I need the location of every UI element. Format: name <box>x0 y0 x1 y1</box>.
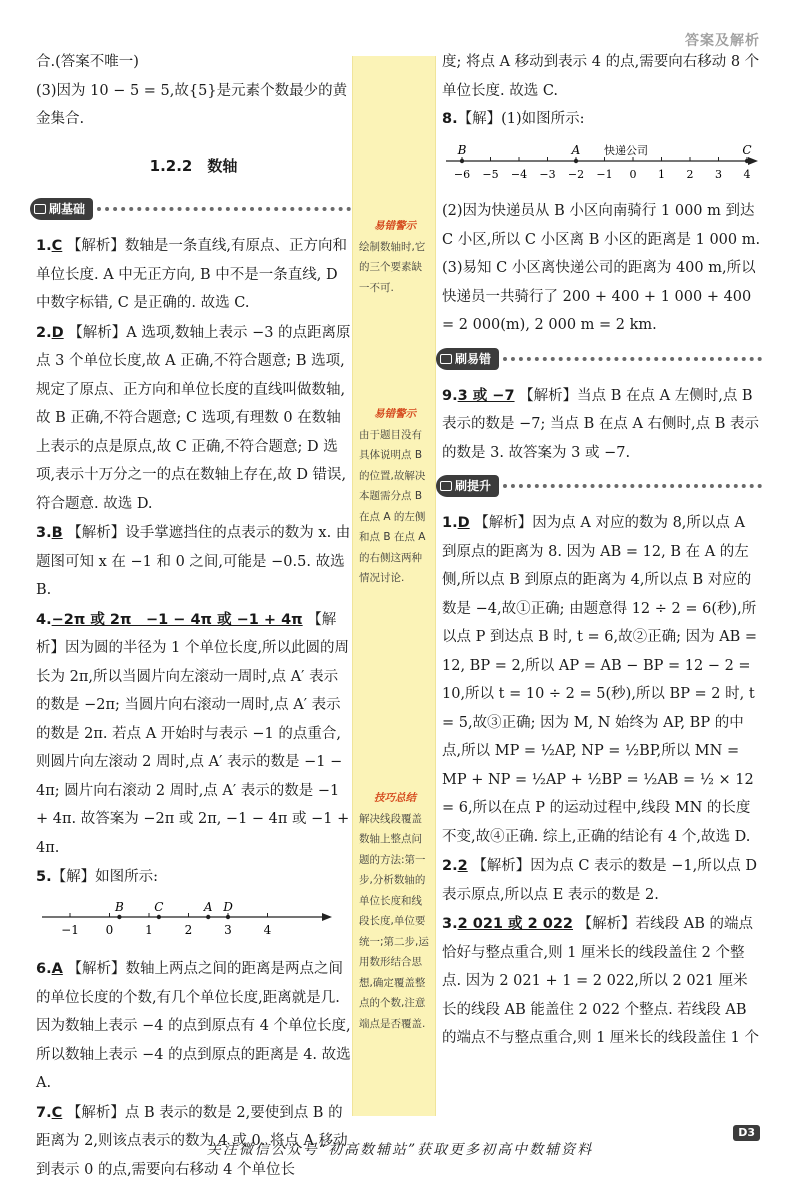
book-icon <box>440 481 452 491</box>
point-label: A <box>203 899 213 914</box>
point-label: B <box>457 142 467 157</box>
tick-label: 4 <box>743 167 751 181</box>
question-6: 6.A 【解析】数轴上两点之间的距离是两点之间的单位长度的个数,有几个单位长度,距离就是几. 因为数轴上表示 −4 的点到原点有 4 个单位长度,所以数轴上表示 −4 的点到原点的距离是 4. 故选 A. <box>36 961 351 1091</box>
dotted-divider <box>503 357 762 361</box>
number-line-q5 <box>36 897 336 941</box>
tick-label: 1 <box>658 167 665 181</box>
footer-note: 关注微信公众号“初高数辅站”获取更多初高中数辅资料 <box>206 1142 594 1158</box>
question-5: 5.【解】如图所示: <box>36 869 158 885</box>
answer: D <box>457 515 470 531</box>
dotted-divider <box>97 207 351 211</box>
continued-text: 度; 将点 A 移动到表示 4 的点,需要向右移动 8 个单位长度. 故选 C. <box>442 54 760 99</box>
explanation: 【解】(1)如图所示: <box>457 111 585 127</box>
explanation: 【解析】因为点 C 表示的数是 −1,所以点 D 表示原点,所以点 E 表示的数是 2. <box>442 858 757 903</box>
tick-label: 2 <box>686 167 694 181</box>
axis-arrow <box>748 157 758 165</box>
axis-arrow <box>322 913 332 921</box>
continued-text: (3)因为 10 − 5 = 5,故{5}是元素个数最少的黄金集合. <box>36 82 348 127</box>
point-marker <box>745 158 749 162</box>
tick-label: −6 <box>453 167 471 181</box>
point-label: C <box>742 142 752 157</box>
improve-question-1: 1.D 【解析】因为点 A 对应的数为 8,所以点 A 到原点的距离为 8. 因为 AB = 12, B 在 A 的左侧,所以点 B 到原点的距离为 4,所以点 B 对应的数是 −4,故①正确; 由题意得 12 ÷ 2 = 6(秒),所以点 P 到达点 B 时, t = 6,故②正确; 因为 AB = 12, BP = 2,所以 AP = AB − BP = 12 − 2 = 10,所以 t = 10 ÷ 2 = 5(秒),所以 BP = 2 时, t = 5,故③正确; 因为 M, N 始终为 AP, BP 的中点,所以 MP = ½AP, NP = ½BP,所以 MN = MP + NP = ½AP + ½BP = ½AB = ½ × 12 = 6,所以在点 P 的运动过程中,线段 MN 的长度不变,故④正确. 综上,正确的结论有 4 个,故选 D. <box>442 515 758 845</box>
tick-label: 0 <box>105 922 114 937</box>
tick-label: −3 <box>539 167 556 181</box>
point-marker <box>157 914 161 918</box>
book-icon <box>34 204 46 214</box>
answer-part-3: (3)易知 C 小区离快递公司的距离为 400 m,所以快递员一共骑行了 200 + 400 + 1 000 + 400 = 2 000(m), 2 000 m = 2 km. <box>442 260 756 333</box>
tick-label: −4 <box>510 167 528 181</box>
right-column <box>442 48 762 1054</box>
tick-label: 4 <box>263 922 272 937</box>
side-note-mistake-1 <box>359 216 431 298</box>
side-note-tip <box>359 788 431 1034</box>
section-title: 1.2.2 数轴 <box>149 156 238 175</box>
question-4: 4.−2π 或 2π −1 − 4π 或 −1 + 4π 【解析】因为圆的半径为 1 个单位长度,所以此圆的周长为 2π,所以当圆片向左滚动一周时,点 A′ 表示的数是 −2π; 当圆片向右滚动一周时,点 A′ 表示的数是 2π. 若点 A 开始时与表示 −1 的点重合,则圆片向左滚动 2 周时,点 A′ 表示的数是 −1 − 4π; 圆片向右滚动 2 周时,点 A′ 表示的数是 −1 + 4π. 故答案为 −2π 或 2π, −1 − 4π 或 −1 + 4π. <box>36 611 350 856</box>
continued-text: 合.(答案不唯一) <box>36 54 139 70</box>
header-section-tag: 答案及解析 <box>685 33 760 49</box>
tick-label: 2 <box>184 922 193 937</box>
question-7: 7.C 【解析】点 B 表示的数是 2,要使到点 B 的距离为 2,则该点表示的数为 4 或 0. 将点 A 移动到表示 0 的点,需要向右移动 4 个单位长 <box>36 1104 348 1178</box>
side-note-text: 由于题目没有具体说明点 B 的位置,故解决本题需分点 B 在点 A 的左侧和点 B 在点 A 的右侧这两种情况讨论. <box>359 428 426 584</box>
side-note-title: 易错警示 <box>374 220 416 232</box>
explanation: 【解析】若线段 AB 的端点恰好与整点重合,则 1 厘米长的线段盖住 2 个整点. 因为 2 021 + 1 = 2 022,所以 2 021 厘米长的线段 AB 能盖住 2 022 个整点. 若线段 AB 的端点不与整点重合,则 1 厘米长的线段盖住 1 个 <box>442 916 759 1046</box>
question-3: 3.B 【解析】设手掌遮挡住的点表示的数为 x. 由题图可知 x 在 −1 和 0 之间,可能是 −0.5. 故选 B. <box>36 525 351 598</box>
point-marker <box>574 158 578 162</box>
explanation: 【解析】A 选项,数轴上表示 −3 的点距离原点 3 个单位长度,故 A 正确,不符合题意; B 选项,规定了原点、正方向和单位长度的直线叫做数轴,故 B 正确,不符合题意; C 选项,有理数 0 在数轴上表示的点是原点,故 C 正确,不符合题意; D 选项,表示十万分之一的点在数轴上存在,故 D 错误,符合题意. 故选 D. <box>36 324 351 512</box>
side-note-title: 易错警示 <box>374 408 416 420</box>
answer: B <box>51 525 63 541</box>
explanation: 【解析】因为圆的半径为 1 个单位长度,所以此圆的周长为 2π,所以当圆片向左滚动一周时,点 A′ 表示的数是 −2π; 当圆片向右滚动一周时,点 A′ 表示的数是 2π. 若点 A 开始时与表示 −1 的点重合,则圆片向左滚动 2 周时,点 A′ 表示的数是 −1 − 4π; 圆片向右滚动 2 周时,点 A′ 表示的数是 −1 + 4π. 故答案为 −2π 或 2π, −1 − 4π 或 −1 + 4π. <box>36 611 350 856</box>
answer: 2 021 或 2 022 <box>457 916 574 932</box>
point-label: A <box>571 142 581 157</box>
improve-question-3: 3.2 021 或 2 022 【解析】若线段 AB 的端点恰好与整点重合,则 1 厘米长的线段盖住 2 个整点. 因为 2 021 + 1 = 2 022,所以 2 021 厘米长的线段 AB 能盖住 2 022 个整点. 若线段 AB 的端点不与整点重合,则 1 厘米长的线段盖住 1 个 <box>442 916 759 1046</box>
book-icon <box>440 354 452 364</box>
side-note-text: 解决线段覆盖数轴上整点问题的方法:第一步,分析数轴的单位长度和线段长度,单位要统一;第二步,运用数形结合思想,确定覆盖整点的个数,注意端点是否覆盖. <box>359 812 429 1030</box>
tick-label: 3 <box>715 167 722 181</box>
badge: 刷基础 <box>30 198 93 220</box>
tick-label: −1 <box>596 167 613 181</box>
question-8: 8.【解】(1)如图所示: <box>442 111 585 127</box>
question-1: 1.C 【解析】数轴是一条直线,有原点、正方向和单位长度. A 中无正方向, B 中不是一条直线, D 中数字标错, C 是正确的. 故选 C. <box>36 238 347 311</box>
dotted-divider <box>503 484 762 488</box>
banner-basic <box>30 196 351 222</box>
point-marker <box>226 914 230 918</box>
improve-question-2: 2.2 【解析】因为点 C 表示的数是 −1,所以点 D 表示原点,所以点 E 表示的数是 2. <box>442 858 757 903</box>
explanation: 【解析】设手掌遮挡住的点表示的数为 x. 由题图可知 x 在 −1 和 0 之间,可能是 −0.5. 故选 B. <box>36 525 351 598</box>
side-note-title: 技巧总结 <box>374 792 416 804</box>
explanation: 【解析】因为点 A 对应的数为 8,所以点 A 到原点的距离为 8. 因为 AB = 12, B 在 A 的左侧,所以点 B 到原点的距离为 4,所以点 B 对应的数是 −4,故①正确; 由题意得 12 ÷ 2 = 6(秒),所以点 P 到达点 B 时, t = 6,故②正确; 因为 AB = 12, BP = 2,所以 AP = AB − BP = 12 − 2 = 10,所以 t = 10 ÷ 2 = 5(秒),所以 BP = 2 时, t = 5,故③正确; 因为 M, N 始终为 AP, BP 的中点,所以 MP = ½AP, NP = ½BP,所以 MN = MP + NP = ½AP + ½BP = ½AB = ½ × 12 = 6,所以在点 P 的运动过程中,线段 MN 的长度不变,故④正确. 综上,正确的结论有 4 个,故选 D. <box>442 515 758 845</box>
answer: C <box>51 1104 63 1121</box>
tick-label: 3 <box>224 922 232 937</box>
explanation: 【解析】当点 B 在点 A 左侧时,点 B 表示的数是 −7; 当点 B 在点 A 右侧时,点 B 表示的数是 3. 故答案为 3 或 −7. <box>442 387 760 461</box>
tick-label: −5 <box>482 167 499 181</box>
badge: 刷提升 <box>436 475 499 497</box>
tick-label: 0 <box>629 167 637 181</box>
point-label: 快递公司 <box>604 143 648 157</box>
point-marker <box>117 914 121 918</box>
point-marker <box>206 914 210 918</box>
point-label: D <box>223 899 233 914</box>
tick-label: −1 <box>61 922 79 937</box>
page-number: D3 <box>733 1125 760 1141</box>
point-marker <box>460 158 464 162</box>
question-2: 2.D 【解析】A 选项,数轴上表示 −3 的点距离原点 3 个单位长度,故 A 正确,不符合题意; B 选项,规定了原点、正方向和单位长度的直线叫做数轴,故 B 正确,不符合题意; C 选项,有理数 0 在数轴上表示的点是原点,故 C 正确,不符合题意; D 选项,表示十万分之一的点在数轴上存在,故 D 错误,符合题意. 故选 D. <box>36 324 351 512</box>
explanation: 【解析】数轴是一条直线,有原点、正方向和单位长度. A 中无正方向, B 中不是一条直线, D 中数字标错, C 是正确的. 故选 C. <box>36 238 347 311</box>
answer: D <box>51 324 64 341</box>
point-label: C <box>154 899 164 914</box>
banner-improve <box>436 473 762 499</box>
side-note-mistake-2 <box>359 404 431 589</box>
side-note-text: 绘制数轴时,它的三个要素缺一不可. <box>359 240 426 294</box>
banner-mistake <box>436 346 762 372</box>
explanation: 【解析】数轴上两点之间的距离是两点之间的单位长度的个数,有几个单位长度,距离就是几. 因为数轴上表示 −4 的点到原点有 4 个单位长度,所以数轴上表示 −4 的点到原点的距离是 4. 故选 A. <box>36 961 351 1091</box>
side-annotation-strip <box>352 56 436 1116</box>
tick-label: 1 <box>145 922 153 937</box>
question-9: 9.3 或 −7 【解析】当点 B 在点 A 左侧时,点 B 表示的数是 −7; 当点 B 在点 A 右侧时,点 B 表示的数是 3. 故答案为 3 或 −7. <box>442 387 760 461</box>
explanation: 【解】如图所示: <box>51 869 158 885</box>
answer: 3 或 −7 <box>457 387 515 404</box>
answer: C <box>51 238 63 254</box>
point-label: B <box>114 899 124 914</box>
tick-label: −2 <box>567 167 585 181</box>
explanation: 【解析】点 B 表示的数是 2,要使到点 B 的距离为 2,则该点表示的数为 4 或 0. 将点 A 移动到表示 0 的点,需要向右移动 4 个单位长 <box>36 1104 348 1178</box>
number-line-q8 <box>442 139 760 183</box>
answer: A <box>51 961 63 977</box>
answer: −2π 或 2π −1 − 4π 或 −1 + 4π <box>51 611 303 628</box>
answer-part-2: (2)因为快递员从 B 小区向南骑行 1 000 m 到达 C 小区,所以 C 小区离 B 小区的距离是 1 000 m. <box>442 203 761 248</box>
left-column <box>36 48 351 1185</box>
answer: 2 <box>457 858 468 874</box>
badge: 刷易错 <box>436 348 499 370</box>
